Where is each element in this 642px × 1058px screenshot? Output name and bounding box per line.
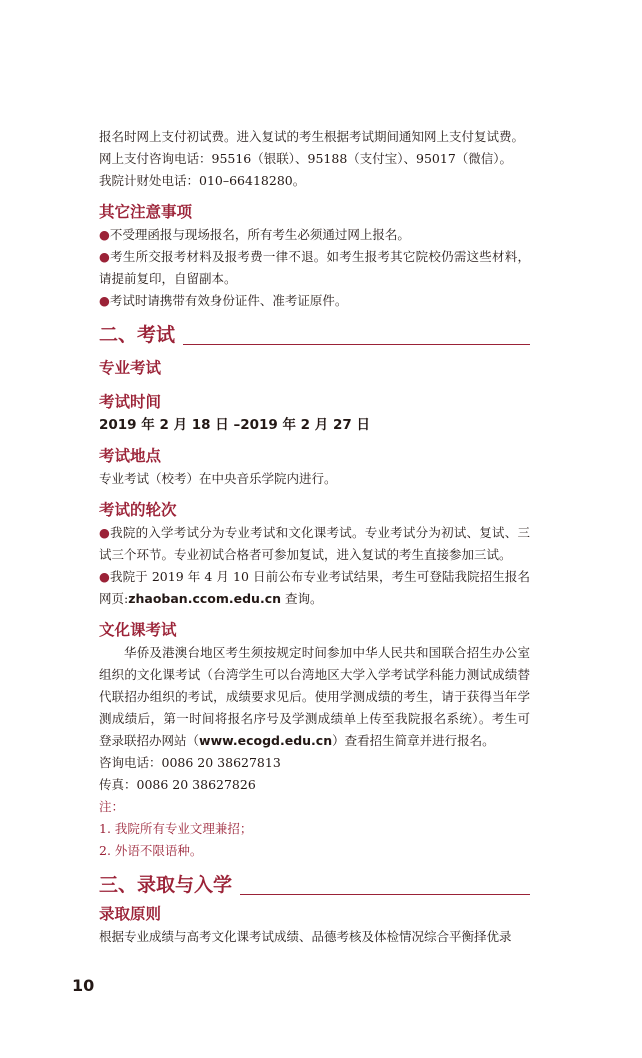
bullet-icon: ●: [99, 569, 110, 584]
section-heading-exam: [99, 322, 530, 348]
joint-office-website-link[interactable]: www.ecogd.edu.cn: [199, 733, 333, 748]
admission-website-link[interactable]: zhaoban.ccom.edu.cn: [128, 591, 282, 606]
section-title: 三、录取与入学: [99, 874, 233, 896]
bullet-icon: ●: [99, 525, 111, 540]
exam-rounds-item-1: ●我院的入学考试分为专业考试和文化课考试。专业考试分为初试、复试、三试三个环节。专业初试合格者可参加复试，进入复试的考生直接参加三试。: [99, 525, 530, 562]
other-note-item-3: ●考试时请携带有效身份证件、准考证原件。: [99, 293, 348, 308]
note-item-2: 2. 外语不限语种。: [99, 843, 203, 858]
bullet-icon: ●: [99, 293, 110, 308]
section-title: 二、考试: [99, 324, 176, 346]
other-notes-heading: 其它注意事项: [99, 203, 193, 221]
admission-principle-heading: 录取原则: [99, 905, 162, 923]
note-label: 注：: [99, 799, 125, 814]
culture-exam-heading: 文化课考试: [99, 621, 177, 639]
admission-principle-text: 根据专业成绩与高考文化课考试成绩、品德考核及体检情况综合平衡择优录: [99, 929, 512, 944]
exam-rounds-item-2: ●我院于 2019 年 4 月 10 日前公布专业考试结果，考生可登陆我院招生报名网页:zhaoban.ccom.edu.cn 查询。: [99, 569, 530, 606]
consult-phone: 咨询电话：0086 20 38627813: [99, 755, 281, 770]
heading-rule: [240, 894, 530, 895]
payment-hotline: 网上支付咨询电话：95516（银联）、95188（支付宝）、95017（微信）。: [99, 151, 513, 166]
exam-rounds-heading: 考试的轮次: [99, 501, 177, 519]
exam-time-heading: 考试时间: [99, 393, 162, 411]
finance-phone: 我院计财处电话：010–66418280。: [99, 173, 306, 188]
exam-place-text: 专业考试（校考）在中央音乐学院内进行。: [99, 471, 337, 486]
note-item-1: 1. 我院所有专业文理兼招；: [99, 821, 253, 836]
other-note-item-1: ●不受理函报与现场报名，所有考生必须通过网上报名。: [99, 227, 410, 242]
fax-number: 传真：0086 20 38627826: [99, 777, 256, 792]
page-content: [99, 126, 530, 948]
culture-exam-text: 华侨及港澳台地区考生须按规定时间参加中华人民共和国联合招生办公室组织的文化课考试（台湾学生可以台湾地区大学入学考试学科能力测试成绩替代联招办组织的考试，成绩要求见后。使用学测成绩的考生，请于获得当年学测成绩后，第一时间将报名序号及学测成绩单上传至我院报名系统）。考生可登录联招办网站（www.ecogd.edu.cn）查看招生简章并进行报名。: [99, 645, 530, 748]
payment-line-1: 报名时网上支付初试费。进入复试的考生根据考试期间通知网上支付复试费。: [99, 129, 525, 144]
other-note-item-2: ●考生所交报考材料及报考费一律不退。如考生报考其它院校仍需这些材料，请提前复印，自留副本。: [99, 249, 530, 286]
section-heading-admission: [99, 872, 530, 898]
exam-place-heading: 考试地点: [99, 447, 162, 465]
bullet-icon: ●: [99, 249, 111, 264]
heading-rule: [183, 344, 530, 345]
page-number: 10: [72, 976, 95, 995]
professional-exam-heading: 专业考试: [99, 359, 162, 377]
bullet-icon: ●: [99, 227, 110, 242]
exam-time-value: 2019 年 2 月 18 日 –2019 年 2 月 27 日: [99, 417, 370, 433]
